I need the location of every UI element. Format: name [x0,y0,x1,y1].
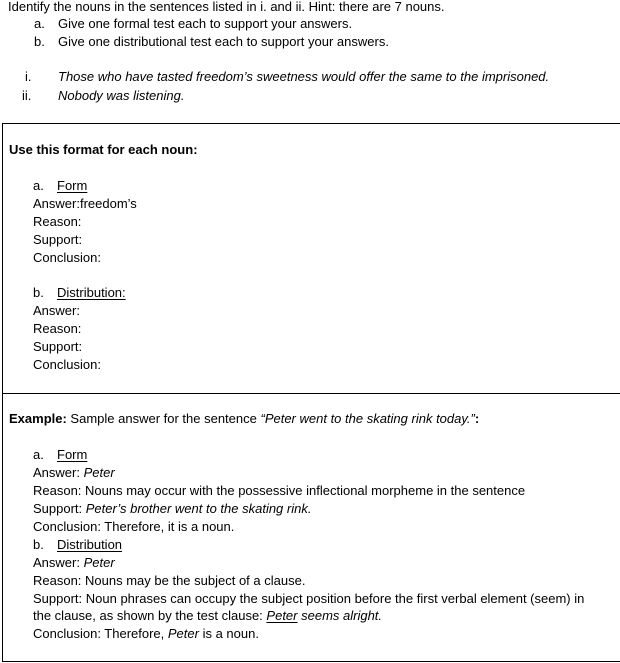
example-form-conclusion: Conclusion: Therefore, it is a noun. [33,519,235,534]
example-form-support-label: Support: [33,501,86,516]
example-heading-plain: Sample answer for the sentence [66,411,261,426]
task-b-marker: b. [34,34,45,49]
example-distribution-reason: Reason: Nouns may be the subject of a clause. [33,573,306,588]
conclusion-end: is a noun. [198,626,259,641]
example-form-reason: Reason: Nouns may occur with the possessive inflectional morpheme in the sentence [33,483,526,498]
task-b-text: Give one distributional test each to support your answers. [58,34,389,49]
example-form-answer-value: Peter [83,465,115,480]
question-intro: Identify the nouns in the sentences listed in i. and ii. Hint: there are 7 nouns. [8,0,445,14]
format-distribution-title: Distribution: [57,285,126,300]
example-distribution-answer-value: Peter [83,555,115,570]
support-line2-plain: the clause, as shown by the test clause: [33,608,267,623]
conclusion-start: Conclusion: Therefore, [33,626,168,641]
format-distribution-support: Support: [33,339,83,354]
sentence-i-marker: i. [25,69,32,84]
example-distribution-support-line2 [33,607,382,625]
format-heading: Use this format for each noun: [9,142,198,157]
format-form-marker: a. [33,178,44,193]
task-a-text: Give one formal test each to support your answers. [58,16,353,31]
example-distribution-conclusion [33,625,259,643]
example-form-support-value: Peter’s brother went to the skating rink. [85,501,312,516]
format-distribution-conclusion: Conclusion: [33,357,101,372]
example-heading [9,410,479,428]
format-form-title: Form [57,178,88,193]
sentence-ii-marker: ii. [22,88,32,103]
task-a-marker: a. [34,16,45,31]
format-distribution-marker: b. [33,285,44,300]
sentence-i-text: Those who have tasted freedom’s sweetness would offer the same to the imprisoned. [58,69,550,84]
example-heading-label: Example: [9,411,67,426]
sentence-ii-text: Nobody was listening. [58,88,185,103]
format-distribution-answer: Answer: [33,303,80,318]
example-form-answer-label: Answer: [33,465,84,480]
example-form-support [33,500,311,518]
example-heading-end: : [474,411,480,426]
example-form-marker: a. [33,447,44,462]
example-form-title: Form [57,447,88,462]
example-distribution-answer [33,554,115,572]
example-heading-sentence: “Peter went to the skating rink today.” [260,411,475,426]
example-distribution-marker: b. [33,537,44,552]
format-distribution-reason: Reason: [33,321,82,336]
format-form-support: Support: [33,232,83,247]
example-form-answer [33,464,115,482]
format-form-reason: Reason: [33,214,82,229]
example-distribution-answer-label: Answer: [33,555,84,570]
support-line2-word: Peter [266,608,298,623]
format-form-answer: Answer:freedom’s [33,196,137,211]
example-distribution-support-line1: Support: Noun phrases can occupy the subject position before the first verbal element (seem) in [33,591,585,606]
example-distribution-title: Distribution [57,537,123,552]
conclusion-word: Peter [167,626,199,641]
support-line2-rest: seems alright. [297,608,383,623]
format-form-conclusion: Conclusion: [33,250,101,265]
